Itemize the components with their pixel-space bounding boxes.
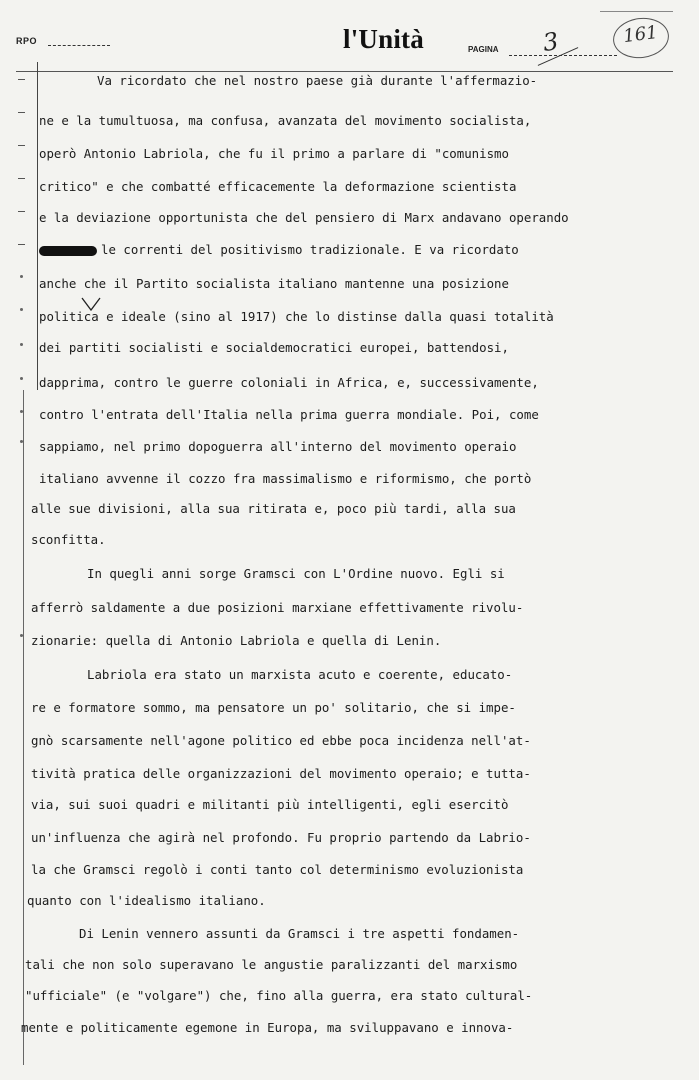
margin-dot [20,343,23,346]
section-label: RPO [16,36,38,46]
text-line: e la deviazione opportunista che del pensiero di Marx andavano operando [39,210,569,225]
text-line: tali che non solo superavano le angustie paralizzanti del marxismo [25,957,518,972]
page-number-blank [509,55,617,56]
section-label-blank [48,45,110,46]
text-line: contro l'entrata dell'Italia nella prima guerra mondiale. Poi, come [39,407,539,422]
ink-blot-strikeout [39,246,97,256]
text-line: Labriola era stato un marxista acuto e coerente, educato- [87,667,513,682]
margin-line-lower [23,390,24,1065]
margin-dot [20,275,23,278]
margin-dot [20,377,23,380]
text-line: un'influenza che agirà nel profondo. Fu proprio partendo da Labrio- [31,830,531,845]
text-line: politica e ideale (sino al 1917) che lo distinse dalla quasi totalità [39,309,554,324]
margin-tick [18,244,25,245]
margin-line [37,62,38,390]
text-line: dei partiti socialisti e socialdemocratici europei, battendosi, [39,340,509,355]
margin-tick [18,211,25,212]
margin-tick [18,178,25,179]
text-line: tività pratica delle organizzazioni del movimento operaio; e tutta- [31,766,531,781]
text-line-content: le correnti del positivismo tradizionale. E va ricordato [101,242,519,257]
text-line: ne e la tumultuosa, ma confusa, avanzata del movimento socialista, [39,113,532,128]
text-line: Va ricordato che nel nostro paese già durante l'affermazio- [97,73,538,88]
text-line: sconfitta. [31,532,106,547]
handwritten-page-number: 3 [541,27,561,57]
text-line: "ufficiale" (e "volgare") che, fino alla guerra, era stato cultural- [25,988,533,1003]
margin-dot [20,410,23,413]
stamp-number: 161 [622,22,659,48]
margin-dot [20,440,23,443]
text-line: In quegli anni sorge Gramsci con L'Ordine nuovo. Egli si [87,566,505,581]
margin-tick [18,112,25,113]
text-line: la che Gramsci regolò i conti tanto col determinismo evoluzionista [31,862,524,877]
text-line: sappiamo, nel primo dopoguerra all'interno del movimento operaio [39,439,517,454]
text-line: gnò scarsamente nell'agone politico ed ebbe poca incidenza nell'at- [31,733,531,748]
newspaper-logo: l'Unità [343,24,424,54]
text-line: dapprima, contro le guerre coloniali in Africa, e, successivamente, [39,375,539,390]
text-line: via, sui suoi quadri e militanti più intelligenti, egli esercitò [31,797,509,812]
text-line: italiano avvenne il cozzo fra massimalismo e riformismo, che portò [39,471,532,486]
page-label: PAGINA [468,45,499,54]
text-line: anche che il Partito socialista italiano mantenne una posizione [39,276,509,291]
text-line: operò Antonio Labriola, che fu il primo a parlare di "comunismo [39,146,509,161]
margin-dot [20,308,23,311]
text-line: Di Lenin vennero assunti da Gramsci i tre aspetti fondamen- [79,926,520,941]
margin-tick [18,145,25,146]
margin-tick [18,79,25,80]
text-line [39,242,519,258]
text-line: mente e politicamente egemone in Europa, ma sviluppavano e innova- [21,1020,514,1035]
text-line: alle sue divisioni, alla sua ritirata e, poco più tardi, alla sua [31,501,516,516]
text-line: zionarie: quella di Antonio Labriola e quella di Lenin. [31,633,442,648]
text-line: critico" e che combatté efficacemente la deformazione scientista [39,179,517,194]
text-line: re e formatore sommo, ma pensatore un po' solitario, che si impe- [31,700,516,715]
text-line: quanto con l'idealismo italiano. [27,893,266,908]
header-rule [16,71,673,72]
margin-dot [20,634,23,637]
header-top-rule [600,11,673,12]
text-line: afferrò saldamente a due posizioni marxiane effettivamente rivolu- [31,600,524,615]
